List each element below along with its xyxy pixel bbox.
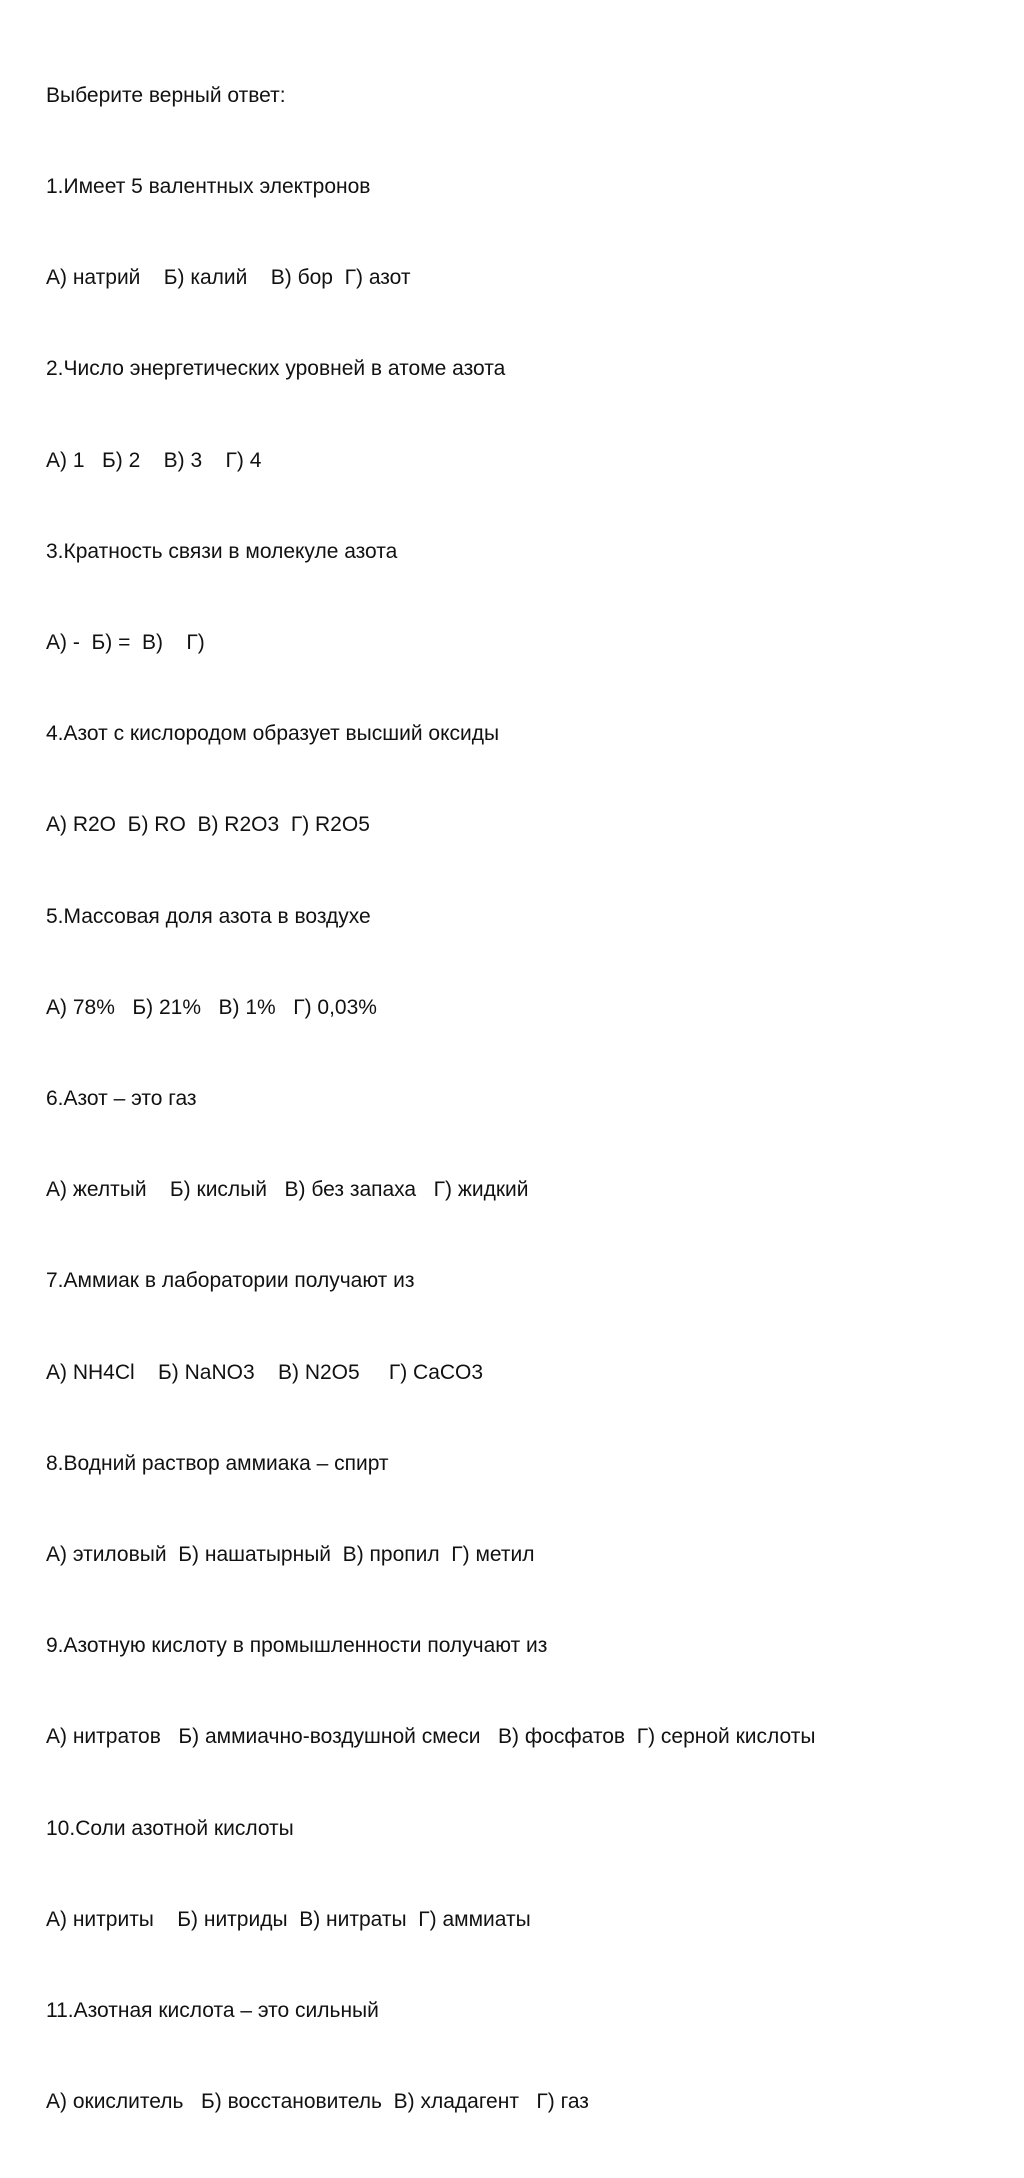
- question-10: 10.Соли азотной кислоты: [46, 1816, 294, 1840]
- answers-7: А) NH4Cl Б) NaNO3 В) N2O5 Г) CaCO3: [46, 1360, 484, 1384]
- quiz-heading: Выберите верный ответ:: [46, 83, 286, 107]
- answers-9: А) нитратов Б) аммиачно-воздушной смеси В) фосфатов Г) серной кислоты: [46, 1725, 816, 1749]
- answers-4: А) R2O Б) RO В) R2O3 Г) R2O5: [46, 813, 370, 837]
- question-3: 3.Кратность связи в молекуле азота: [46, 539, 398, 563]
- answers-1: А) натрий Б) калий В) бор Г) азот: [46, 266, 411, 290]
- answers-10: А) нитриты Б) нитриды В) нитраты Г) аммиаты: [46, 1907, 531, 1931]
- question-7: 7.Аммиак в лаборатории получают из: [46, 1269, 415, 1293]
- question-1: 1.Имеет 5 валентных электронов: [46, 175, 371, 199]
- answers-8: А) этиловый Б) нашатырный В) пропил Г) метил: [46, 1543, 535, 1567]
- answers-3: А) - Б) = В) Г): [46, 631, 205, 655]
- question-2: 2.Число энергетических уровней в атоме азота: [46, 357, 506, 381]
- question-6: 6.Азот – это газ: [46, 1087, 197, 1111]
- question-9: 9.Азотную кислоту в промышленности получают из: [46, 1634, 548, 1658]
- quiz-text: [46, 20, 1006, 2178]
- answers-6: А) желтый Б) кислый В) без запаха Г) жидкий: [46, 1178, 529, 1202]
- answers-5: А) 78% Б) 21% В) 1% Г) 0,03%: [46, 995, 377, 1019]
- answers-11: А) окислитель Б) восстановитель В) хладагент Г) газ: [46, 2090, 589, 2114]
- question-11: 11.Азотная кислота – это сильный: [46, 1999, 379, 2023]
- question-4: 4.Азот с кислородом образует высший оксиды: [46, 722, 500, 746]
- question-5: 5.Массовая доля азота в воздухе: [46, 904, 371, 928]
- answers-2: А) 1 Б) 2 В) 3 Г) 4: [46, 448, 262, 472]
- question-8: 8.Водний раствор аммиака – спирт: [46, 1451, 389, 1475]
